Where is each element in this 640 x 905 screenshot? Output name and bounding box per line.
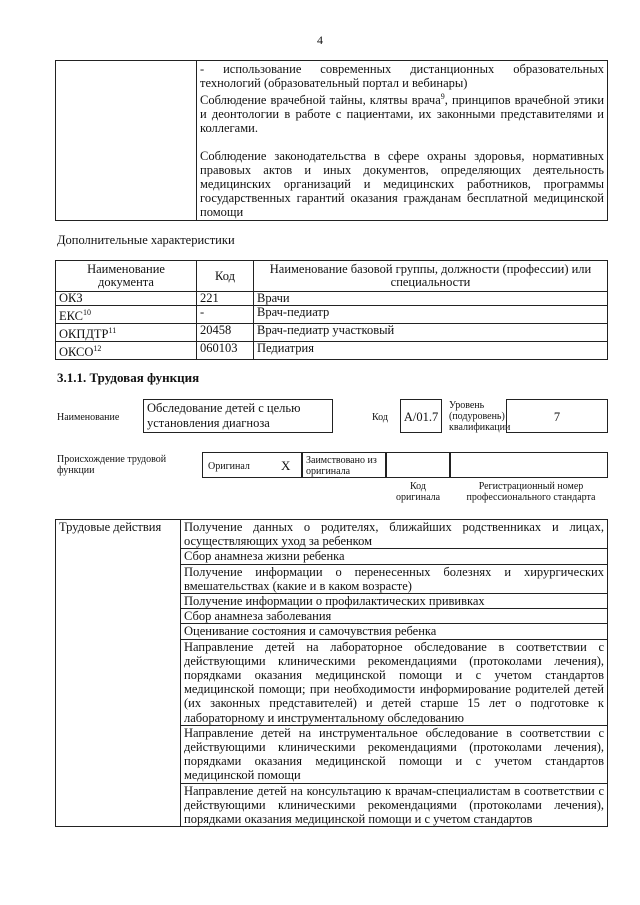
list-item: Получение информации о профилактических прививках xyxy=(181,594,607,609)
original-box xyxy=(202,452,302,478)
additional-table xyxy=(55,260,608,360)
doc-cell: ОКСО$^{12}$ xyxy=(56,342,197,360)
table-row xyxy=(56,292,608,306)
page-number: 4 xyxy=(317,33,323,47)
borrowed-label: Заимствовано из оригинала xyxy=(306,455,377,477)
code-box: А/01.7 xyxy=(400,399,442,433)
text-line: - использование современных дистанционных образовательных технологий (образовательный портал и вебинары) xyxy=(200,62,604,90)
list-item: Направление детей на консультацию к врачам-специалистам в соответствии с действующими клиническими рекомендациями (протоколами лечения), порядками оказания медицинской помощи и с учетом стандартов xyxy=(184,783,604,827)
table-row xyxy=(56,342,608,360)
header-name: Наименование базовой группы, должности (профессии) или специальности xyxy=(254,261,608,292)
doc-cell: ОКЗ xyxy=(56,292,197,306)
name-cell: Врач-педиатр участковый xyxy=(254,324,608,342)
code-label: Код xyxy=(372,412,388,423)
doc-cell: ЕКС$^{10}$ xyxy=(56,306,197,324)
original-label: Оригинал xyxy=(208,461,250,472)
section-title: 3.1.1. Трудовая функция xyxy=(57,370,200,385)
paragraph-1 xyxy=(200,62,604,135)
continuation-table xyxy=(55,60,608,221)
list-item: Направление детей на лабораторное обследование в соответствии с действующими клиническими рекомендациями (протоколами лечения), порядками оказания медицинской помощи и с учетом стандартов медицинской помощи; при необходимости информирование родителей детей (их законных представителей) и детей старше 15 лет о подготовке к лабораторному и инструментальному обследованию xyxy=(181,640,607,726)
list-item: Получение информации о перенесенных болезнях и хирургических вмешательствах (какие и в каком возрасте) xyxy=(181,565,607,594)
original-checkmark: X xyxy=(281,458,291,473)
name-cell: Педиатрия xyxy=(254,342,608,360)
doc-cell: ОКПДТР$^{11}$ xyxy=(56,324,197,342)
reg-number-label: Регистрационный номер профессионального стандарта xyxy=(466,481,596,503)
code-cell: 221 xyxy=(197,292,254,306)
header-code: Код xyxy=(197,261,254,292)
reg-number-box xyxy=(450,452,608,478)
name-cell: Врач-педиатр xyxy=(254,306,608,324)
header-doc: Наименование документа xyxy=(56,261,197,292)
actions-list-cell xyxy=(181,520,608,827)
level-box: 7 xyxy=(506,399,608,433)
level-label: Уровень (подуровень) квалификации xyxy=(449,400,511,433)
additional-heading: Дополнительные характеристики xyxy=(57,233,235,247)
origin-label: Происхождение трудовой функции xyxy=(57,454,167,476)
name-label: Наименование xyxy=(57,412,120,423)
list-item: Сбор анамнеза заболевания xyxy=(181,609,607,624)
code-cell: 20458 xyxy=(197,324,254,342)
text-line: Соблюдение врачебной тайны, клятвы врача xyxy=(200,93,441,108)
footnote-ref: 9 xyxy=(440,92,445,101)
code-original-box xyxy=(386,452,450,478)
list-item: Оценивание состояния и самочувствия ребенка xyxy=(181,624,607,639)
function-name-box: Обследование детей с целью установления диагноза xyxy=(143,399,333,433)
code-original-label: Код оригинала xyxy=(395,481,441,503)
actions-label-cell: Трудовые действия xyxy=(56,520,181,827)
requirements-cell xyxy=(197,61,608,221)
paragraph-2: Соблюдение законодательства в сфере охраны здоровья, нормативных правовых актов и иных документов, определяющих деятельность медицинских организаций и медицинских работников, программы государственных гарантий оказания гражданам бесплатной медицинской помощи xyxy=(200,149,604,220)
code-cell: - xyxy=(197,306,254,324)
list-item: Получение данных о родителях, ближайших родственниках и лицах, осуществляющих уход за ребенком xyxy=(181,520,607,549)
name-cell: Врачи xyxy=(254,292,608,306)
text-line: , принципов врачебной этики и деонтологии в работе с пациентами, их законными представителями и коллегами. xyxy=(200,93,605,136)
code-cell: 060103 xyxy=(197,342,254,360)
list-item: Сбор анамнеза жизни ребенка xyxy=(181,549,607,564)
list-item: Направление детей на инструментальное обследование в соответствии с действующими клиническими рекомендациями (протоколами лечения), порядками оказания медицинской помощи и с учетом стандартов медицинской помощи xyxy=(181,726,607,784)
borrowed-box xyxy=(302,452,386,478)
table-row xyxy=(56,324,608,342)
empty-label-cell xyxy=(56,61,197,221)
labor-actions-table xyxy=(55,519,608,827)
table-row xyxy=(56,306,608,324)
